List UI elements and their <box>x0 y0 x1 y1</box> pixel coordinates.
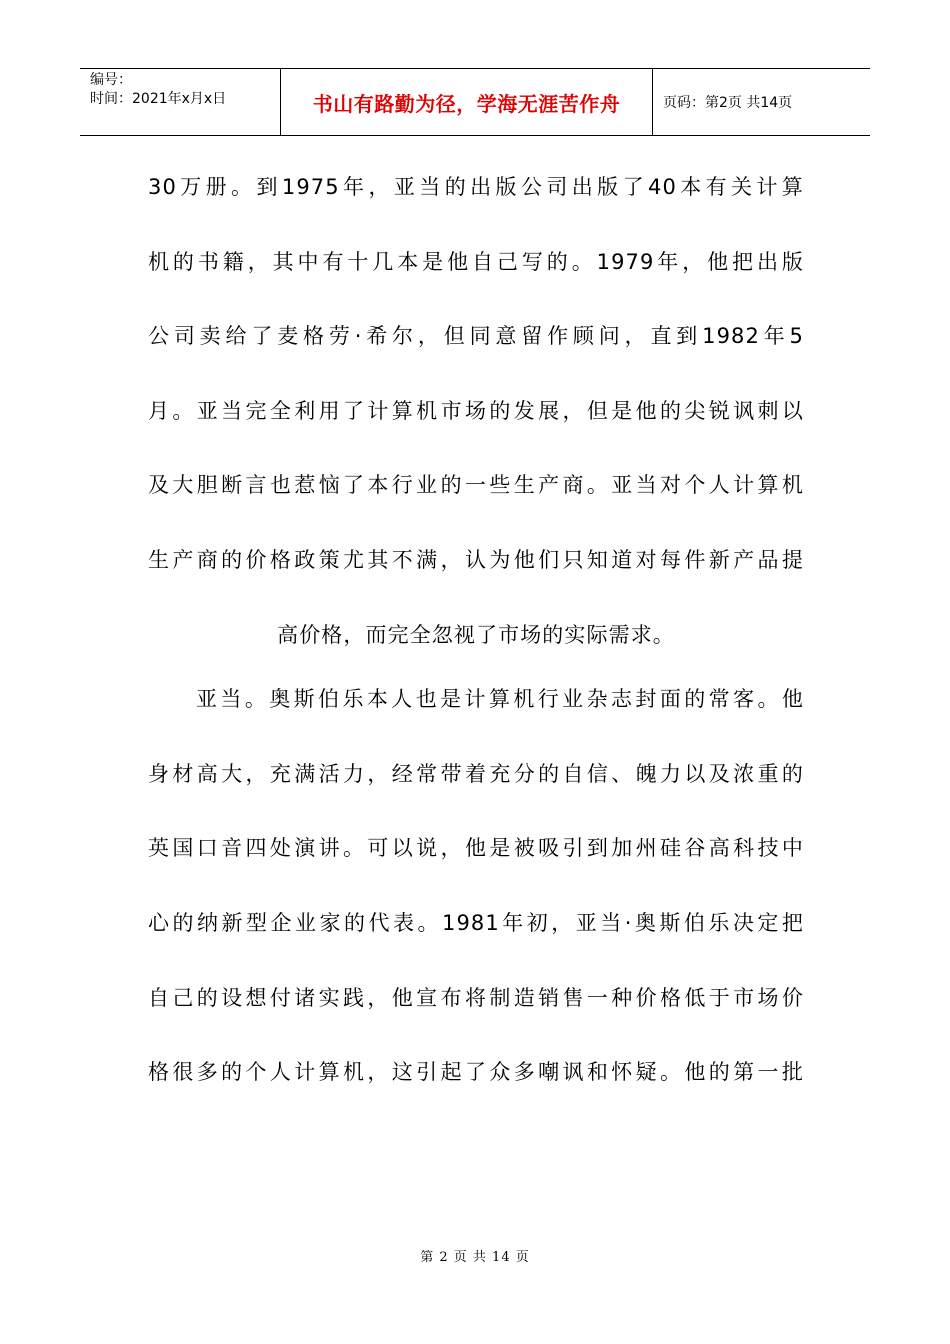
text-line: 月。亚当完全利用了计算机市场的发展，但是他的尖锐讽刺以 <box>148 398 804 423</box>
text-line: 高价格，而完全忽视了市场的实际需求。 <box>277 622 675 647</box>
document-body <box>148 150 804 1110</box>
text-line: 格很多的个人计算机，这引起了众多嘲讽和怀疑。他的第一批 <box>148 1060 804 1085</box>
text-line: 心的纳新型企业家的代表。1981年初，亚当·奥斯伯乐决定把 <box>148 910 804 935</box>
page-header <box>80 68 870 136</box>
paragraph-1 <box>148 150 804 672</box>
paragraph-2 <box>148 662 804 1110</box>
text-line: 亚当。奥斯伯乐本人也是计算机行业杂志封面的常客。他 <box>196 687 804 712</box>
header-meta <box>80 69 281 135</box>
document-time-label: 时间：2021年x月x日 <box>90 91 227 107</box>
text-line: 及大胆断言也惹恼了本行业的一些生产商。亚当对个人计算机 <box>148 473 804 498</box>
page-footer: 第 2 页 共 14 页 <box>420 1250 530 1265</box>
text-line: 公司卖给了麦格劳·希尔，但同意留作顾问，直到1982年5 <box>148 324 804 349</box>
header-motto: 书山有路勤为径，学海无涯苦作舟 <box>281 69 653 135</box>
text-line: 英国口音四处演讲。可以说，他是被吸引到加州硅谷高科技中 <box>148 836 804 861</box>
text-line: 30万册。到1975年，亚当的出版公司出版了40本有关计算 <box>148 175 804 199</box>
text-line: 生产商的价格政策尤其不满，认为他们只知道对每件新产品提 <box>148 547 804 572</box>
document-number-label: 编号： <box>90 72 132 88</box>
text-line: 身材高大，充满活力，经常带着充分的自信、魄力以及浓重的 <box>148 761 804 786</box>
header-page-info: 页码：第2页 共14页 <box>663 95 793 111</box>
text-line: 自己的设想付诸实践，他宣布将制造销售一种价格低于市场价 <box>148 985 804 1010</box>
text-line: 机的书籍，其中有十几本是他自己写的。1979年，他把出版 <box>148 249 804 274</box>
